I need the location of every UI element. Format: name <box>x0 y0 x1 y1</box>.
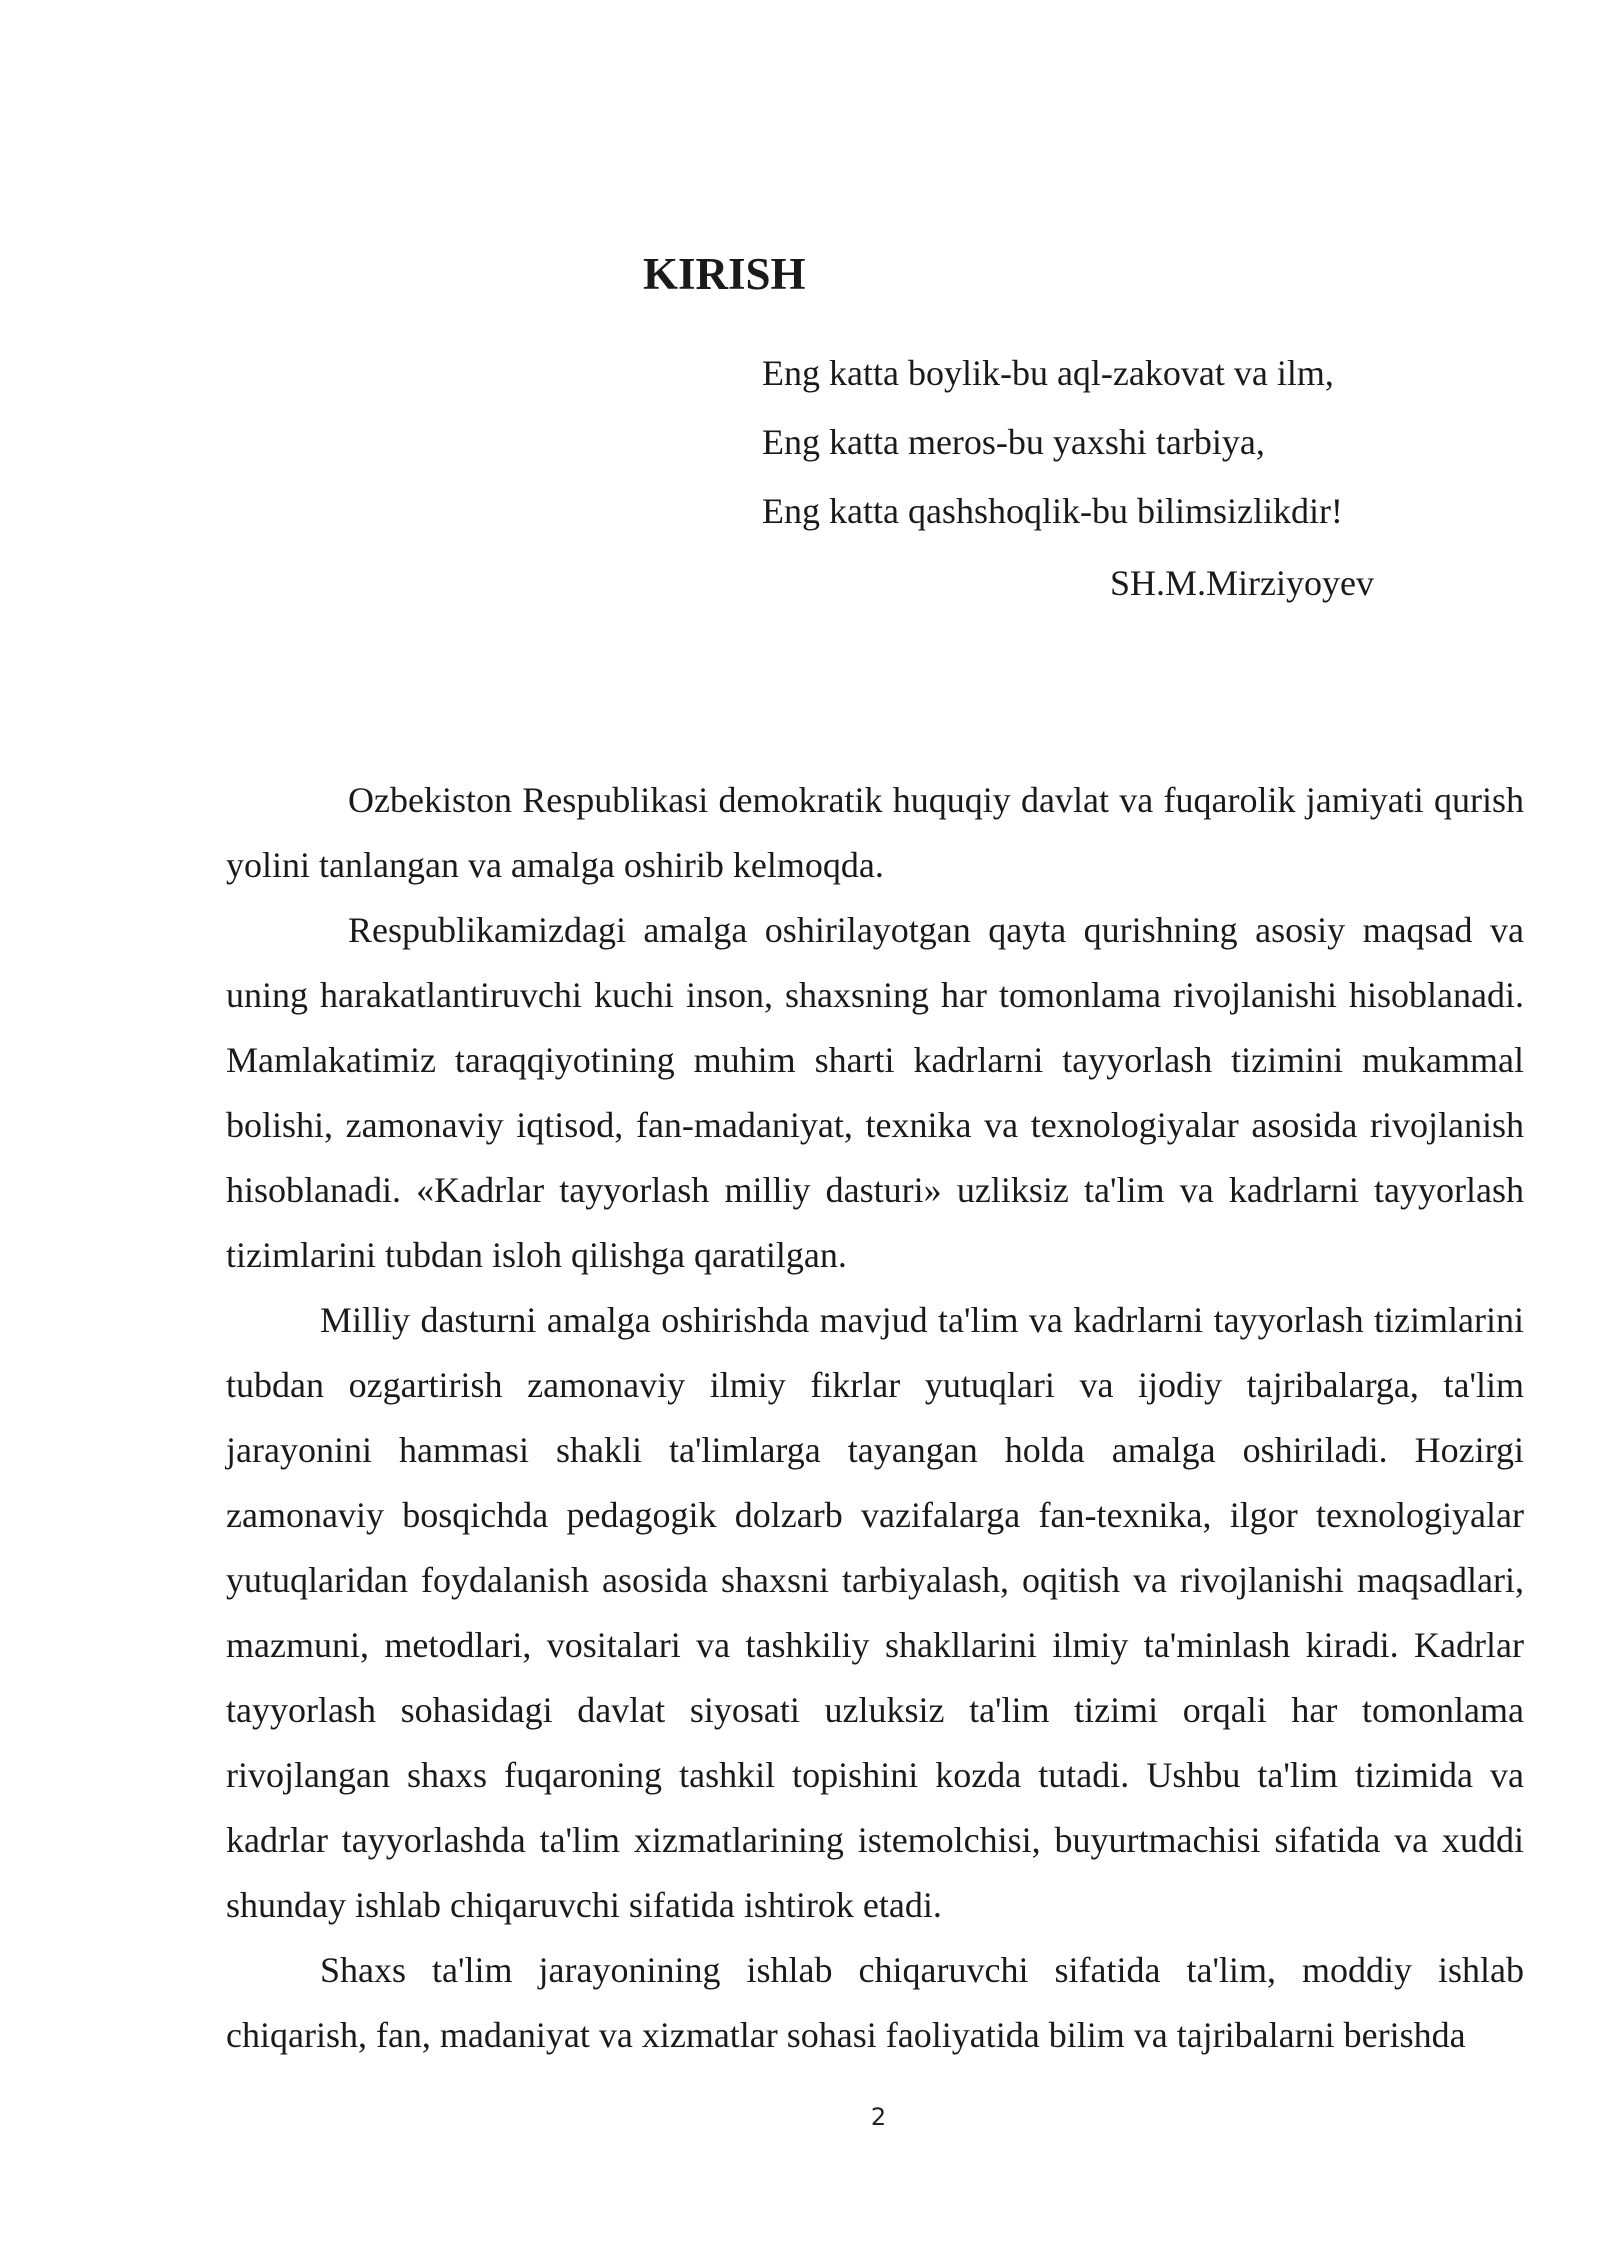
epigraph-line: Eng katta meros-bu yaxshi tarbiya, <box>762 422 1265 462</box>
page-number: 2 <box>870 2103 887 2131</box>
paragraph: Ozbekiston Respublikasi demokratik huquqiy davlat va fuqarolik jamiyati qurish yolini tanlangan va amalga oshirib kelmoqda. <box>226 780 1524 885</box>
paragraph: Shaxs ta'lim jarayonining ishlab chiqaruvchi sifatida ta'lim, moddiy ishlab chiqarish, fan, madaniyat va xizmatlar sohasi faoliyatida bilim va tajribalarni berishda <box>226 1950 1524 2055</box>
epigraph-author: SH.M.Mirziyoyev <box>1110 563 1374 603</box>
paragraph: Milliy dasturni amalga oshirishda mavjud ta'lim va kadrlarni tayyorlash tizimlarini tubdan ozgartirish zamonaviy ilmiy fikrlar yutuqlari va ijodiy tajribalarga, ta'lim jarayonini hammasi shakli ta'limlarga tayangan holda amalga oshiriladi. Hozirgi zamonaviy bosqichda pedagogik dolzarb vazifalarga fan-texnika, ilgor texnologiyalar yutuqlaridan foydalanish asosida shaxsni tarbiyalash, oqitish va rivojlanishi maqsadlari, mazmuni, metodlari, vositalari va tashkiliy shakllarini ilmiy ta'minlash kiradi. Kadrlar tayyorlash sohasidagi davlat siyosati uzluksiz ta'lim tizimi orqali har tomonlama rivojlangan shaxs fuqaroning tashkil topishini kozda tutadi. Ushbu ta'lim tizimida va kadrlar tayyorlashda ta'lim xizmatlarining istemolchisi, buyurtmachisi sifatida va xuddi shunday ishlab chiqaruvchi sifatida ishtirok etadi. <box>226 1300 1524 1925</box>
epigraph-line: Eng katta boylik-bu aql-zakovat va ilm, <box>762 353 1334 393</box>
paragraph: Respublikamizdagi amalga oshirilayotgan qayta qurishning asosiy maqsad va uning harakatlantiruvchi kuchi inson, shaxsning har tomonlama rivojlanishi hisoblanadi. Mamlakatimiz taraqqiyotining muhim sharti kadrlarni tayyorlash tizimini mukammal bolishi, zamonaviy iqtisod, fan-madaniyat, texnika va texnologiyalar asosida rivojlanish hisoblanadi. «Kadrlar tayyorlash milliy dasturi» uzliksiz ta'lim va kadrlarni tayyorlash tizimlarini tubdan isloh qilishga qaratilgan. <box>226 910 1524 1275</box>
epigraph-line: Eng katta qashshoqlik-bu bilimsizlikdir! <box>762 491 1343 531</box>
page-title: KIRISH <box>643 249 806 299</box>
epigraph <box>762 339 1402 546</box>
body-text <box>226 768 1524 2068</box>
